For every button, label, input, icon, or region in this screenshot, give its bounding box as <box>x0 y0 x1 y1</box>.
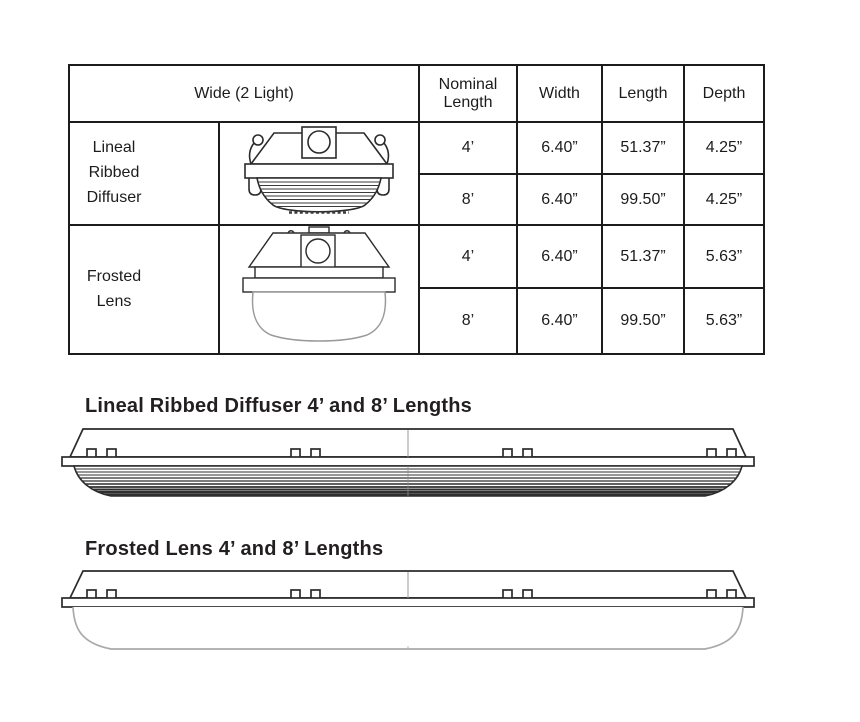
value-nominal-length: 4’ <box>419 225 517 288</box>
value-length: 51.37” <box>602 225 684 288</box>
value-nominal-length: 8’ <box>419 174 517 225</box>
col-header-length: Length <box>602 65 684 122</box>
value-depth: 5.63” <box>684 288 764 354</box>
value-width: 6.40” <box>517 225 602 288</box>
value-nominal-length: 4’ <box>419 122 517 174</box>
value-length: 99.50” <box>602 288 684 354</box>
merged-header-cell <box>69 65 419 122</box>
product-label-lineal-ribbed-diffuser: Lineal Ribbed Diffuser <box>86 139 142 206</box>
col-header-width: Width <box>517 65 602 122</box>
col-header-nominal-length: Nominal Length <box>419 65 517 122</box>
product-label-frosted-lens: Frosted Lens <box>86 267 142 310</box>
product-label-cell <box>69 225 219 354</box>
section-heading-lineal-ribbed-diffuser: Lineal Ribbed Diffuser 4’ and 8’ Lengths <box>85 395 472 417</box>
lineal-ribbed-diffuser-side-view-figure <box>61 426 755 504</box>
col-header-depth: Depth <box>684 65 764 122</box>
lineal-ribbed-diffuser-cross-section-icon <box>229 123 409 219</box>
value-nominal-length: 8’ <box>419 288 517 354</box>
value-depth: 4.25” <box>684 122 764 174</box>
frosted-lens-cross-section-icon <box>229 226 409 348</box>
figure-cell <box>219 122 419 225</box>
dimensions-table <box>68 64 765 355</box>
value-depth: 4.25” <box>684 174 764 225</box>
value-depth: 5.63” <box>684 225 764 288</box>
frosted-lens-side-view-figure <box>61 568 755 656</box>
merged-header-label: Wide (2 Light) <box>194 84 294 102</box>
value-length: 51.37” <box>602 122 684 174</box>
value-width: 6.40” <box>517 122 602 174</box>
product-label-cell <box>69 122 219 225</box>
value-width: 6.40” <box>517 174 602 225</box>
value-length: 99.50” <box>602 174 684 225</box>
value-width: 6.40” <box>517 288 602 354</box>
section-heading-frosted-lens: Frosted Lens 4’ and 8’ Lengths <box>85 538 384 560</box>
figure-cell <box>219 225 419 354</box>
